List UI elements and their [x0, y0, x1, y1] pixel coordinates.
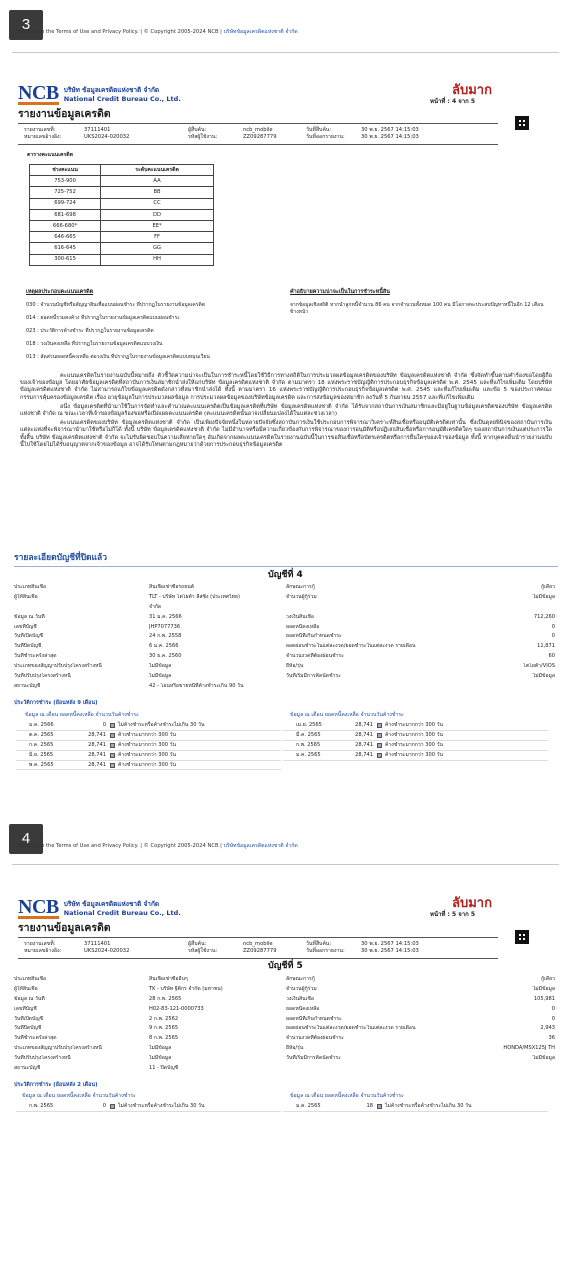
probability-heading: คำอธิบายความน่าจะเป็นในการชำระหนี้สิน: [290, 289, 390, 295]
field-value: TLT - บริษัท โตโยต้า ลีสซิ่ง (ประเทศไทย): [149, 593, 241, 600]
field-label: ข้อมูล ณ วันที่: [14, 995, 45, 1002]
field-value: TK - บริษัท ฐิติกร จำกัด (มหาชน): [149, 985, 223, 992]
field-value: [470, 1065, 555, 1075]
footer-text: [18, 843, 298, 850]
field-value: ไม่มีข้อมูล: [532, 673, 555, 680]
page-badge: 4: [9, 824, 43, 854]
closed-accounts-title: รายละเอียดบัญชีที่ปิดแล้ว: [14, 553, 107, 563]
user-value: ZZ09287779: [243, 133, 277, 140]
field-value: 0: [551, 1005, 555, 1012]
field-label: ผู้ให้สินเชื่อ: [14, 985, 38, 992]
status-icon: [110, 763, 115, 768]
report-meta: [24, 941, 441, 954]
history-status: ไม่ค้างชำระหรือค้างชำระไม่เกิน 30 วัน: [385, 1103, 472, 1110]
account-5-title: บัญชีที่ 5: [268, 961, 303, 971]
footer-text: [18, 29, 298, 36]
score-row: [30, 232, 214, 243]
field-label: สถานะบัญชี: [14, 1065, 41, 1072]
field-value: [470, 604, 555, 614]
score-row: [30, 243, 214, 254]
account-4-left-labels: [14, 584, 148, 693]
field-label: ยี่ห้อ/รุ่น: [286, 1045, 304, 1052]
page-number: หน้าที่ : 4 จาก 5: [430, 98, 476, 105]
history-status: ไม่ค้างชำระหรือค้างชำระไม่เกิน 30 วัน: [118, 1103, 205, 1110]
score-grade: GG: [101, 243, 214, 254]
status-icon: [377, 723, 382, 728]
status-icon: [110, 723, 115, 728]
report-meta: [24, 127, 441, 140]
company-name-th: บริษัท ข้อมูลเครดิตแห่งชาติ จำกัด: [63, 899, 160, 908]
history-status: ค้างชำระมากกว่า 300 วัน: [385, 742, 443, 749]
report-date: 30 พ.ย. 2567 14:15:03: [361, 947, 419, 954]
history-header-right: ข้อมูล ณ เดือน ยอดหนี้คงเหลือ จำนวนวันค้างชำระ: [290, 712, 404, 718]
field-label: ยอดหนี้ที่เกินกำหนดชำระ: [286, 633, 342, 640]
history-row: [283, 721, 548, 731]
field-value: 6 ม.ค. 2566: [149, 643, 179, 650]
field-label: ประเภทของสัญญาปรับปรุงโครงสร้างหนี้: [14, 663, 102, 670]
field-value: 105,981: [533, 995, 555, 1002]
payment-history-title: ประวัติการชำระ (ย้อนหลัง 2 เดือน): [14, 1082, 98, 1088]
history-row: [283, 741, 548, 751]
field-value: กู้เดี่ยว: [541, 584, 555, 590]
member-value: ncb_mobile: [243, 127, 273, 133]
status-icon: [377, 733, 382, 738]
logo-mark: NCB: [18, 82, 59, 104]
meta-rule: [18, 958, 498, 959]
history-left: [16, 1102, 281, 1112]
field-label: ลักษณะการกู้: [286, 584, 315, 590]
page-divider: [12, 864, 559, 865]
history-status: ค้างชำระมากกว่า 300 วัน: [118, 761, 176, 768]
history-status: ค้างชำระมากกว่า 300 วัน: [118, 751, 176, 758]
field-label: เลขที่บัญชี: [14, 623, 37, 630]
status-icon: [110, 753, 115, 758]
history-row: [16, 741, 281, 751]
score-header-row: [30, 165, 214, 176]
field-label: จำนวนงวดที่ต้องผ่อนชำระ: [286, 653, 344, 660]
field-label: ประเภทสินเชื่อ: [14, 976, 47, 982]
field-label: ประเภทของสัญญาปรับปรุงโครงสร้างหนี้: [14, 1045, 102, 1052]
ncb-logo: [18, 84, 181, 105]
field-label: วันที่ปิดบัญชี: [14, 1025, 42, 1032]
field-label: [286, 604, 466, 614]
history-row: [16, 761, 281, 771]
report-no-label: รายงานเลขที่:: [24, 941, 56, 947]
account-4-right-labels: [286, 584, 466, 693]
qr-code: [515, 930, 529, 944]
history-balance: 0: [102, 1103, 106, 1110]
score-range: 753-900: [30, 176, 101, 187]
report-no-label: รายงานเลขที่:: [24, 127, 56, 133]
history-month: ต.ค. 2565: [29, 732, 54, 739]
status-icon: [377, 1104, 382, 1109]
field-label: วันที่ปิดบัญชี: [14, 643, 42, 650]
score-col-range: ช่วงคะแนน: [30, 165, 101, 176]
history-month: ก.ค. 2565: [29, 742, 54, 749]
field-label: จำนวนงวดที่ต้องผ่อนชำระ: [286, 1035, 344, 1042]
field-value: ไม่มีข้อมูล: [532, 985, 555, 992]
score-row: [30, 209, 214, 220]
field-value: 2 ก.พ. 2562: [149, 1015, 179, 1022]
history-balance: 28,741: [88, 742, 106, 749]
title-rule: [18, 937, 498, 938]
score-row: [30, 187, 214, 198]
field-value: JHP7077736: [149, 623, 181, 630]
meta-rule: [18, 144, 498, 145]
field-value: สินเชื่อเช่าซื้ออื่นๆ: [149, 976, 188, 982]
payment-history-title: ประวัติการชำระ (ย้อนหลัง 9 เดือน): [14, 700, 98, 706]
score-row: [30, 176, 214, 187]
score-range: 646-665: [30, 232, 101, 243]
field-value: 30 ธ.ค. 2560: [149, 653, 182, 660]
title-rule: [18, 123, 498, 124]
status-icon: [110, 743, 115, 748]
field-label: ยอดผ่อนชำระในแต่ละงวด/ยอดชำระในแต่ละงวด รายเดือน: [286, 643, 416, 650]
report-title: รายงานข้อมูลเครดิต: [18, 922, 111, 934]
history-row: [16, 721, 281, 731]
disclaimer-paragraph: อนึ่ง ข้อมูลเครดิตที่นำมาใช้ในการจัดทำและคำนวณคะแนนเครดิตเป็นข้อมูลเครดิตที่บริษัท ข้อมูลเครดิตแห่งชาติ จำกัด ได้รับจากสถาบันการเงินสมาชิกและมีอยู่ในฐานข้อมูลเครดิตของบริษัท ข้อมูลเครดิตแห่งชาติ จำกัด ณ ขณะเวลาที่เจ้าของข้อมูลร้องขอหรือเปิดเผยคะแนนเครดิต (คะแนนเครดิตนั้นอาจเปลี่ยนแปลงได้ในแต่ละช่วงเวลา): [20, 403, 552, 418]
field-label: ผู้ให้สินเชื่อ: [14, 593, 38, 600]
field-value: 0: [551, 623, 555, 630]
score-range: 699-724: [30, 198, 101, 209]
report-date-label: วันที่ออกรายงาน:: [306, 947, 345, 954]
field-value: จำกัด: [149, 603, 162, 610]
probability-text: จากข้อมูลเชิงสถิติ หากนำลูกหนี้จำนวน 86 คน จากจำนวนทั้งหมด 100 คน มีโอกาสจะประสบปัญหาหนี้ในอีก 12 เดือนข้างหน้า: [290, 302, 544, 315]
account-4-title: บัญชีที่ 4: [268, 570, 303, 580]
history-balance: 0: [102, 722, 106, 729]
page-badge: 3: [9, 10, 43, 40]
account-5-right-values: [470, 976, 555, 1075]
confidential-label: ลับมาก: [452, 896, 492, 911]
score-grade: HH: [101, 254, 214, 265]
field-value: 9 ก.พ. 2565: [149, 1025, 179, 1032]
history-balance: 28,741: [88, 732, 106, 739]
logo-mark: NCB: [18, 896, 59, 918]
reasons-heading: เหตุผลประกอบคะแนนเครดิต: [26, 289, 94, 295]
field-value: ไม่มีข้อมูล: [532, 1055, 555, 1062]
report-date-label: วันที่ออกรายงาน:: [306, 133, 345, 140]
field-value: H02-83-121-0000733: [149, 1005, 204, 1012]
report-no: 37111401: [84, 941, 111, 947]
status-icon: [377, 743, 382, 748]
reason-item: 023 : ประวัติการค้างชำระ ที่ปรากฏในรายงานข้อมูลเครดิต: [26, 328, 154, 334]
field-value: ไม่มีข้อมูล: [149, 663, 172, 670]
score-range: 300-615: [30, 254, 101, 265]
field-value: 2,943: [540, 1025, 555, 1032]
score-grade: EE*: [101, 220, 214, 231]
inquiry-date: 30 พ.ย. 2567 14:15:03: [361, 941, 419, 947]
history-balance: 28,741: [355, 722, 373, 729]
field-label: ยอดผ่อนชำระในแต่ละงวด/ยอดชำระในแต่ละงวด รายเดือน: [286, 1025, 416, 1032]
score-range: 666-680*: [30, 220, 101, 231]
field-value: ไม่มีข้อมูล: [149, 1045, 172, 1052]
user-value: ZZ09287779: [243, 947, 277, 954]
history-month: ม.ค. 2565: [296, 1103, 321, 1110]
field-label: วันที่ชำระครั้งล่าสุด: [14, 653, 57, 660]
history-balance: 28,741: [88, 751, 106, 758]
field-label: เลขที่บัญชี: [14, 1005, 37, 1012]
field-label: ยอดหนี้คงเหลือ: [286, 1005, 320, 1012]
footer-terms: Subject to the Terms of Use and Privacy Policy. | © Copyright 2005-2024 NCB |: [18, 29, 222, 35]
inquiry-date-label: วันที่สืบค้น:: [306, 941, 332, 947]
account-5-left-values: [149, 976, 285, 1075]
history-row: [283, 731, 548, 741]
reason-item: 013 : สัดส่วนยอดหนี้คงเหลือ ต่อวงเงิน ที่ปรากฏในรายงานข้อมูลเครดิตแบบหมุนเวียน: [26, 354, 210, 360]
history-month: ก.พ. 2565: [296, 742, 321, 749]
field-value: 11 - ปิดบัญชี: [149, 1065, 179, 1072]
field-label: ประเภทสินเชื่อ: [14, 584, 47, 590]
field-value: 11,871: [537, 643, 555, 650]
confidential-label: ลับมาก: [452, 83, 492, 98]
history-month: เม.ย. 2565: [296, 722, 322, 729]
history-balance: 28,741: [355, 732, 373, 739]
company-name-th: บริษัท ข้อมูลเครดิตแห่งชาติ จำกัด: [63, 85, 160, 94]
field-label: สถานะบัญชี: [14, 682, 41, 689]
history-status: ค้างชำระมากกว่า 300 วัน: [385, 751, 443, 758]
field-label: วันที่ปรับปรุงโครงสร้างหนี้: [14, 673, 71, 680]
member-value: ncb_mobile: [243, 941, 273, 947]
field-label: ข้อมูล ณ วันที่: [14, 613, 45, 620]
history-header-right: ข้อมูล ณ เดือน ยอดหนี้คงเหลือ จำนวนวันค้างชำระ: [290, 1093, 404, 1099]
status-icon: [110, 733, 115, 738]
history-row: [283, 751, 548, 761]
score-table: [29, 164, 214, 266]
field-value: [470, 683, 555, 693]
field-label: จำนวนผู้กู้ร่วม: [286, 985, 317, 992]
field-value: 36: [548, 1035, 555, 1042]
field-label: ยี่ห้อ/รุ่น: [286, 663, 304, 670]
score-table-heading: ตารางคะแนนเครดิต: [27, 152, 73, 158]
ref-value: UKS2024-020032: [84, 133, 130, 140]
history-month: ม.ค. 2566: [29, 722, 54, 729]
score-grade: CC: [101, 198, 214, 209]
field-value: 712,260: [533, 613, 555, 620]
field-label: วันที่ปรับปรุงโครงสร้างหนี้: [14, 1055, 71, 1062]
score-grade: AA: [101, 176, 214, 187]
ref-label: หมายเลขอ้างอิง:: [24, 133, 62, 140]
field-label: วันที่เปิดบัญชี: [14, 633, 44, 640]
status-icon: [110, 1104, 115, 1109]
disclaimer-text: [20, 373, 552, 451]
score-col-grade: ระดับคะแนนเครดิต: [101, 165, 214, 176]
qr-code: [515, 116, 529, 130]
score-range: 681-698: [30, 209, 101, 220]
account-4-left-values: [149, 584, 285, 693]
history-month: มิ.ย. 2565: [29, 751, 54, 758]
history-status: ค้างชำระมากกว่า 300 วัน: [118, 732, 176, 739]
section-rule: [14, 566, 558, 567]
field-value: 31 ม.ค. 2566: [149, 613, 182, 620]
member-label: ผู้สืบค้น:: [188, 941, 207, 947]
field-label: วงเงินสินเชื่อ: [286, 613, 314, 620]
score-range: 616-645: [30, 243, 101, 254]
history-month: ม.ค. 2565: [296, 751, 321, 758]
field-value: โตโยต้า/VIOS: [523, 663, 555, 670]
report-title: รายงานข้อมูลเครดิต: [18, 108, 111, 120]
field-label: ยอดหนี้ที่เกินกำหนดชำระ: [286, 1015, 342, 1022]
score-row: [30, 220, 214, 231]
status-icon: [377, 753, 382, 758]
field-label: วงเงินสินเชื่อ: [286, 995, 314, 1002]
account-4-right-values: [470, 584, 555, 693]
report-date: 30 พ.ย. 2567 14:15:03: [361, 133, 419, 140]
field-value: 0: [551, 633, 555, 640]
history-month: มี.ค. 2565: [296, 732, 321, 739]
field-label: วันที่เริ่มมีการคิดนัดชำระ: [286, 673, 341, 680]
field-value: 24 ก.พ. 2558: [149, 633, 182, 640]
history-right: [283, 721, 548, 761]
inquiry-date: 30 พ.ย. 2567 14:15:03: [361, 127, 419, 133]
field-label: [286, 683, 466, 693]
history-month: พ.ค. 2565: [29, 761, 54, 768]
page-number: หน้าที่ : 5 จาก 5: [430, 911, 476, 918]
field-label: ลักษณะการกู้: [286, 976, 315, 982]
history-status: ค้างชำระมากกว่า 300 วัน: [118, 742, 176, 749]
history-row: [16, 731, 281, 741]
field-value: HONDA/MSX125J TH: [503, 1045, 555, 1052]
user-label: รหัสผู้ใช้งาน:: [188, 133, 218, 140]
reason-item: 030 : จำนวนบัญชีหรือสัญญาสินเชื่อแบบผ่อนชำระ ที่ปรากฏในรายงานข้อมูลเครดิต: [26, 302, 205, 308]
history-balance: 18: [366, 1103, 373, 1110]
company-name-en: National Credit Bureau Co., Ltd.: [63, 94, 181, 103]
inquiry-date-label: วันที่สืบค้น:: [306, 127, 332, 133]
field-label: [14, 604, 148, 614]
history-status: ไม่ค้างชำระหรือค้างชำระไม่เกิน 30 วัน: [118, 722, 205, 729]
field-value: 8 ก.พ. 2565: [149, 1035, 179, 1042]
history-header-left: ข้อมูล ณ เดือน ยอดหนี้คงเหลือ จำนวนวันค้างชำระ: [22, 1093, 136, 1099]
reason-item: 014 : ยอดหนี้รวมคงค้าง ที่ปรากฏในรายงานข้อมูลเครดิตแบบผ่อนชำระ: [26, 315, 180, 321]
user-label: รหัสผู้ใช้งาน:: [188, 947, 218, 954]
history-header-left: ข้อมูล ณ เดือน ยอดหนี้คงเหลือ จำนวนวันค้างชำระ: [25, 712, 139, 718]
member-label: ผู้สืบค้น:: [188, 127, 207, 133]
score-row: [30, 254, 214, 265]
history-status: ค้างชำระมากกว่า 300 วัน: [385, 732, 443, 739]
field-value: สินเชื่อเช่าซื้อรถยนต์: [149, 584, 195, 590]
score-row: [30, 198, 214, 209]
history-right: [283, 1102, 548, 1112]
footer-link[interactable]: บริษัทข้อมูลเครดิตแห่งชาติ จำกัด: [223, 843, 298, 849]
field-label: วันที่ชำระครั้งล่าสุด: [14, 1035, 57, 1042]
score-grade: FF: [101, 232, 214, 243]
ref-label: หมายเลขอ้างอิง:: [24, 947, 62, 954]
history-month: ก.พ. 2565: [29, 1103, 54, 1110]
history-row: [16, 751, 281, 761]
history-row: [16, 1102, 281, 1112]
page-divider: [12, 52, 559, 53]
report-no: 37111401: [84, 127, 111, 133]
account-5-left-labels: [14, 976, 148, 1075]
footer-terms: Subject to the Terms of Use and Privacy Policy. | © Copyright 2005-2024 NCB |: [18, 843, 222, 849]
score-grade: DD: [101, 209, 214, 220]
history-row: [283, 1102, 548, 1112]
field-value: 42 - โอนหรือขายหนี้ที่ค้างชำระเกิน 90 วัน: [149, 682, 244, 689]
reason-item: 018 : วงเงินคงเหลือ ที่ปรากฏในรายงานข้อมูลเครดิตแบบวงเงิน: [26, 341, 163, 347]
history-balance: 28,741: [88, 761, 106, 768]
field-label: วันที่เริ่มมีการคิดนัดชำระ: [286, 1055, 341, 1062]
field-value: 28 ก.พ. 2565: [149, 995, 182, 1002]
score-range: 725-752: [30, 187, 101, 198]
field-value: ไม่มีข้อมูล: [149, 673, 172, 680]
field-value: ไม่มีข้อมูล: [532, 593, 555, 600]
disclaimer-paragraph: คะแนนเครดิตในรายงานฉบับนี้หมายถึง ตัวชี้วัดความน่าจะเป็นในการชำระหนี้โดยใช้วิธีการทางสถิติในการประมวลผลข้อมูลเครดิตของบริษัท ข้อมูลเครดิตแห่งชาติ จำกัด ซึ่งจัดทำขึ้นตามคำร้องขอโดยผู้ถือของเจ้าของข้อมูล โดยอาศัยข้อมูลเครดิตที่สถาบันการเงินสมาชิกนำส่งให้แก่บริษัท ข้อมูลเครดิตแห่งชาติ จำกัด ตามมาตรา 18 แห่งพระราชบัญญัติการประกอบธุรกิจข้อมูลเครดิต พ.ศ. 2545 และที่แก้ไขเพิ่มเติม โดยบริษัท ข้อมูลเครดิตแห่งชาติ จำกัด ไม่สามารถแก้ไขข้อมูลเครดิตดังกล่าวที่สมาชิกนำส่งได้ ทั้งนี้ ตามมาตรา 16 แห่งพระราชบัญญัติการประกอบธุรกิจข้อมูลเครดิต พ.ศ. 2545 และที่แก้ไขเพิ่มเติม และข้อ 5 ของประกาศคณะกรรมการคุ้มครองข้อมูลเครดิต เรื่อง อายุข้อมูลในการประมวลผลข้อมูล การประมวลผลข้อมูลของบริษัทข้อมูลเครดิต และการส่งข้อมูลของสมาชิก ลงวันที่ 5 กันยายน 2557 และที่แก้ไขเพิ่มเติม: [20, 373, 552, 401]
ncb-logo: [18, 898, 181, 919]
history-left: [16, 721, 281, 770]
field-label: [286, 1065, 466, 1075]
ref-value: UKS2024-020032: [84, 947, 130, 954]
history-status: ค้างชำระมากกว่า 300 วัน: [385, 722, 443, 729]
field-value: กู้เดี่ยว: [541, 976, 555, 982]
field-label: จำนวนผู้กู้ร่วม: [286, 593, 317, 600]
field-label: ยอดหนี้คงเหลือ: [286, 623, 320, 630]
score-grade: BB: [101, 187, 214, 198]
disclaimer-paragraph: คะแนนเครดิตของบริษัท ข้อมูลเครดิตแห่งชาติ จำกัด เป็นเพียงปัจจัยหนึ่งในหลายปัจจัยซึ่งสถาบันการเงินใช้ประกอบการพิจารณาวิเคราะห์สินเชื่อหรืออนุมัติเครดิตเท่านั้น ซึ่งเป็นดุลยพินิจของสถาบันการเงินแต่ละแห่งที่จะพิจารณานำมาใช้หรือไม่ก็ได้ ทั้งนี้ บริษัท ข้อมูลเครดิตแห่งชาติ จำกัด ไม่มีอำนาจหรือมีความเกี่ยวข้องกับการพิจารณาของการอนุมัติหรือปฏิเสธสินเชื่อหรือการอนุมัติเครดิตใดๆ ของสถาบันการเงินแต่ประการใดทั้งสิ้น บริษัท ข้อมูลเครดิตแห่งชาติ จำกัด จะไม่รับผิดชอบในความเสียหายใดๆ อันเกิดจากผลคะแนนเครดิตในรายงานฉบับนี้ในการขอสินเชื่อหรือบัตรเครดิตหรือการยื่นใดๆของเจ้าของข้อมูล ทั้งนี้ หากบุคคลอื่นนำรายงานฉบับนี้ไปใช้โดยไม่ได้รับอนุญาตจากเจ้าของข้อมูล อาจได้รับโทษตามกฎหมายว่าด้วยการประกอบธุรกิจข้อมูลเครดิต: [20, 420, 552, 448]
company-name-en: National Credit Bureau Co., Ltd.: [63, 908, 181, 917]
history-balance: 28,741: [355, 742, 373, 749]
field-label: วันที่เปิดบัญชี: [14, 1015, 44, 1022]
field-value: ไม่มีข้อมูล: [149, 1055, 172, 1062]
footer-link[interactable]: บริษัทข้อมูลเครดิตแห่งชาติ จำกัด: [223, 29, 298, 35]
history-balance: 28,741: [355, 751, 373, 758]
reasons-list: [26, 302, 284, 367]
account-5-right-labels: [286, 976, 466, 1075]
field-value: 60: [548, 653, 555, 660]
field-value: 0: [551, 1015, 555, 1022]
